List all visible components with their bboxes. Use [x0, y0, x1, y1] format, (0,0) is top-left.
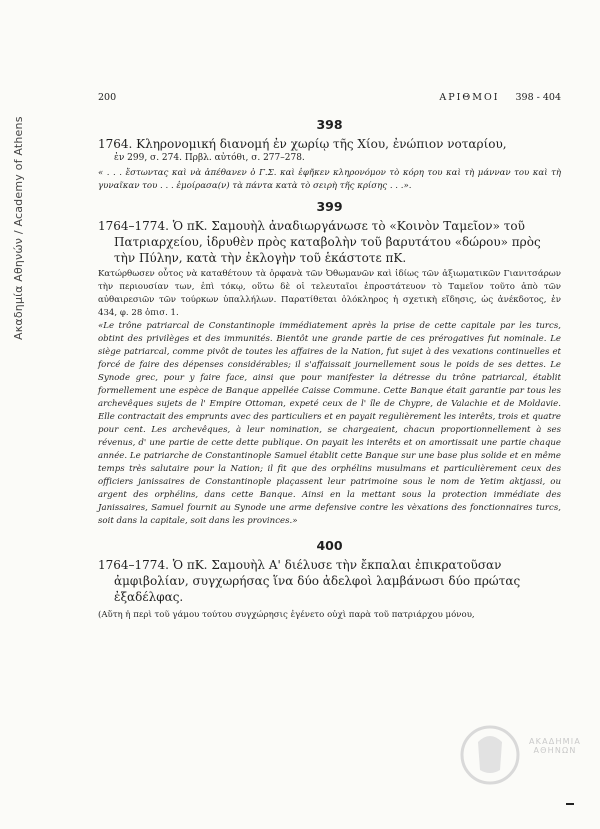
seal-caption: ΑΚΑΔΗΜΙΑ ΑΘΗΝΩΝ — [528, 737, 581, 755]
entry-quote: « . . . ἔστωντας καὶ νὰ ἀπέθανεν ὁ Γ.Σ. καὶ ἐφῆκεν κληρονόμον τὸ κόρη του καὶ τὴ μάνναν του καὶ τὴ γυναῖκαν του . . . ἐμοίρασα(ν) τὰ πάντα κατὰ τὸ σειρὴ τῆς κρίσης . . .». — [98, 168, 561, 191]
academy-seal-icon — [440, 720, 570, 790]
entry-heading: 1764. Κληρονομική διανομή ἐν χωρίῳ τῆς Χίου, ἐνώπιον νοταρίου, — [98, 137, 507, 151]
running-head — [98, 92, 561, 103]
entry-body: (Αὕτη ἡ περὶ τοῦ γάμου τούτου συγχώρησις ἐγένετο οὐχὶ παρὰ τοῦ πατριάρχου μόνου, — [98, 610, 475, 620]
running-title: ΑΡΙΘΜΟΙ — [439, 92, 500, 103]
entry-body: Κατώρθωσεν οὗτος νὰ καταθέτουν τὰ ὀρφανὰ τῶν Ὀθωμανῶν καὶ ἰδίως τῶν ἀξιωματικῶν Γιανιτσάρων τὴν περιουσίαν των, ἐπὶ τόκῳ, οὕτω δὲ οἱ τελευταῖοι ἐπροστάτευον τὸ Ταμεῖον τοῦτο ἀπὸ τῶν αὐθαιρεσιῶν τῶν τούρκων ὑπαλλήλων. Παρατίθεται ὁλόκληρος ἡ σχετικὴ εἴδησις, ὡς ἀνέκδοτος, ἐν 434, φ. 28 ὀπισ. 1. — [98, 269, 561, 318]
entry-heading: 1764–1774. Ὁ πΚ. Σαμουὴλ ἀναδιωργάνωσε τὸ «Κοινὸν Ταμεῖον» τοῦ Πατριαρχείου, ἱδρυθὲν πρὸς καταβολὴν τοῦ βαρυτάτου «δώρου» πρὸς τὴν Πύλην, κατὰ τὴν ἐκλογὴν τοῦ ἑκάστοτε πΚ. — [98, 219, 541, 265]
side-watermark: Ακαδημία Αθηνών / Academy of Athens — [12, 116, 25, 340]
entry-number: 398 — [316, 117, 343, 132]
entry-french-quote: «Le trône patriarcal de Constantinople immédiatement après la prise de cette capitale par les turcs, obtint des privilèges et des immunités. Bientôt une grande partie de ces prérogatives fut nominale. Le siège patriarcal, comme pivôt de toutes les affaires de la Nation, fut sujet à des vexations continuelles et forcé de faire des dépenses considérables; il s'affaissait journellement sous le poids de ses dettes. Le Synode grec, pour y faire face, ainsi que pour manifester la détresse du trône patriarcal, établit formellement une espèce de Banque appellée Caisse Commune. Cette Banque était garantie par tous les archevêques sujets de l' Empire Ottoman, expeté ceux de l' île de Chypre, de Valachie et de Moldavie. Elle contractait des emprunts avec des particuliers et en payait regulièrement les interêts, trois et quatre pour cent. Les archevêques, à leur nomination, se chargeaient, chacun proportionnellement à ses révenus, d' une partie de cette dette publique. On payait les interêts et on amortissait une partie chaque année. Le patriarche de Constantinople Samuel établit cette Banque sur une base plus solide et en même temps très salutaire pour la Nation; il fit que des orphélins musulmans et particulièrement ceux des officiers janissaires de Constantinople plaçassent leur patrimoine sous le nom de Yetim aktjassi, ou argent des orphélins, dans cette Banque. Ainsi en la mettant sous la protection immédiate des Janissaires, Samuel fournit au Synode une arme defensive contre les vèxations des fonctionnaires turcs, soit dans la capitale, soit dans les provinces.» — [98, 321, 561, 526]
entry-number: 400 — [316, 538, 343, 553]
page-mark — [566, 803, 574, 805]
page-number: 200 — [98, 92, 117, 103]
entry-number: 399 — [316, 199, 343, 214]
entry-reference: ἐν 299, σ. 274. Πρβλ. αὐτόθι, σ. 277–278. — [114, 153, 305, 163]
entry-heading: 1764–1774. Ὁ πΚ. Σαμουὴλ Α' διέλυσε τὴν ἔκπαλαι ἐπικρατοῦσαν ἀμφιβολίαν, συγχωρήσας ἵνα δύο ἀδελφοὶ λαμβάνωσι δύο πρώτας ἐξαδέλφας. — [98, 558, 521, 604]
document-page — [98, 92, 561, 622]
running-range: 398 - 404 — [515, 92, 561, 103]
